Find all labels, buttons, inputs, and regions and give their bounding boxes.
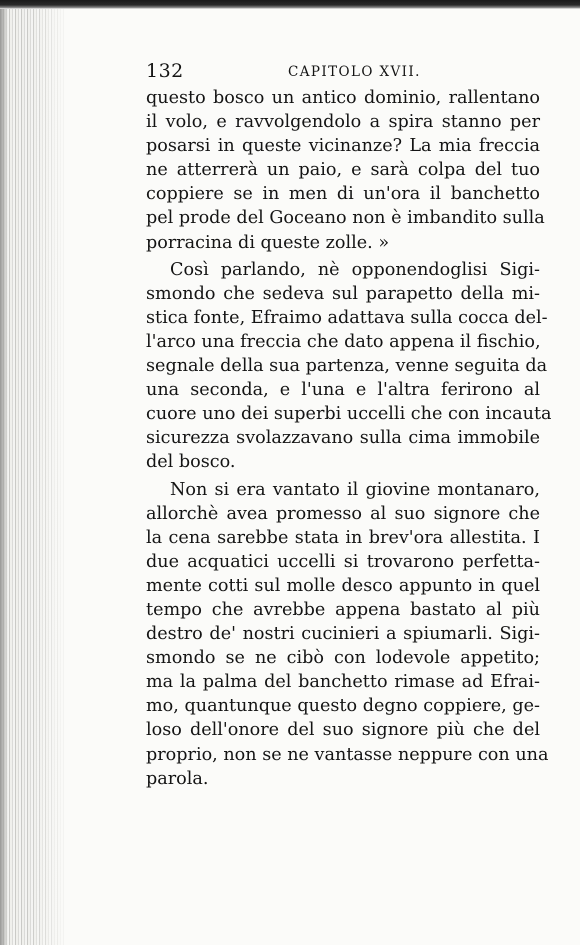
text-line: questo bosco un antico dominio, rallentano [146,88,540,108]
text-line: Così parlando, nè opponendoglisi Sigi- [170,259,540,280]
text-line: ne atterrerà un paio, e sarà colpa del tuo [146,160,540,181]
text-line: segnale della sua partenza, venne seguita da [146,356,548,377]
page-number: 132 [146,60,184,82]
text-line: del bosco. [146,452,236,473]
text-line: cuore uno dei superbi uccelli che con incauta [146,404,552,425]
text-line: loso dell'onore del suo signore più che del [146,720,540,741]
page-top-edge [0,0,580,9]
body-text [146,86,552,791]
text-line: ma la palma del banchetto rimase ad Efrai- [146,672,540,693]
text-line: la cena sarebbe stata in brev'ora allestita. I [146,527,540,548]
text-line: mente cotti sul molle desco appunto in quel [146,575,540,596]
text-line: l'arco una freccia che dato appena il fischio, [146,331,541,352]
text-line: posarsi in queste vicinanze? La mia freccia [146,136,540,157]
text-line: destro de' nostri cucinieri a spiumarli. Sigi- [146,624,540,645]
page-header [146,60,540,84]
text-line: il volo, e ravvolgendolo a spira stanno per [146,112,540,133]
text-line: due acquatici uccelli si trovarono perfetta- [146,551,540,572]
text-line: sicurezza svolazzavano sulla cima immobile [146,428,540,449]
text-line: smondo se ne cibò con lodevole appetito; [146,648,540,669]
text-line: coppiere se in men di un'ora il banchetto [146,184,540,205]
text-line: porracina di queste zolle. » [146,232,390,253]
text-line: pel prode del Goceano non è imbandito sulla [146,208,545,229]
text-line: stica fonte, Efraimo adattava sulla cocca del- [146,307,548,328]
gutter-shadow [0,0,8,945]
text-line: parola. [146,768,209,789]
text-line: proprio, non se ne vantasse neppure con una [146,744,549,765]
text-line: smondo che sedeva sul parapetto della mi- [146,283,540,304]
running-head: CAPITOLO XVII. [288,64,421,80]
text-line: una seconda, e l'una e l'altra ferirono al [146,380,540,401]
text-line: allorchè avea promesso al suo signore che [146,503,540,524]
gutter-fade [30,0,70,945]
text-line: tempo che avrebbe appena bastato al più [146,599,540,620]
text-line: mo, quantunque questo degno coppiere, ge- [146,696,540,717]
text-line: Non si era vantato il giovine montanaro, [170,479,540,500]
